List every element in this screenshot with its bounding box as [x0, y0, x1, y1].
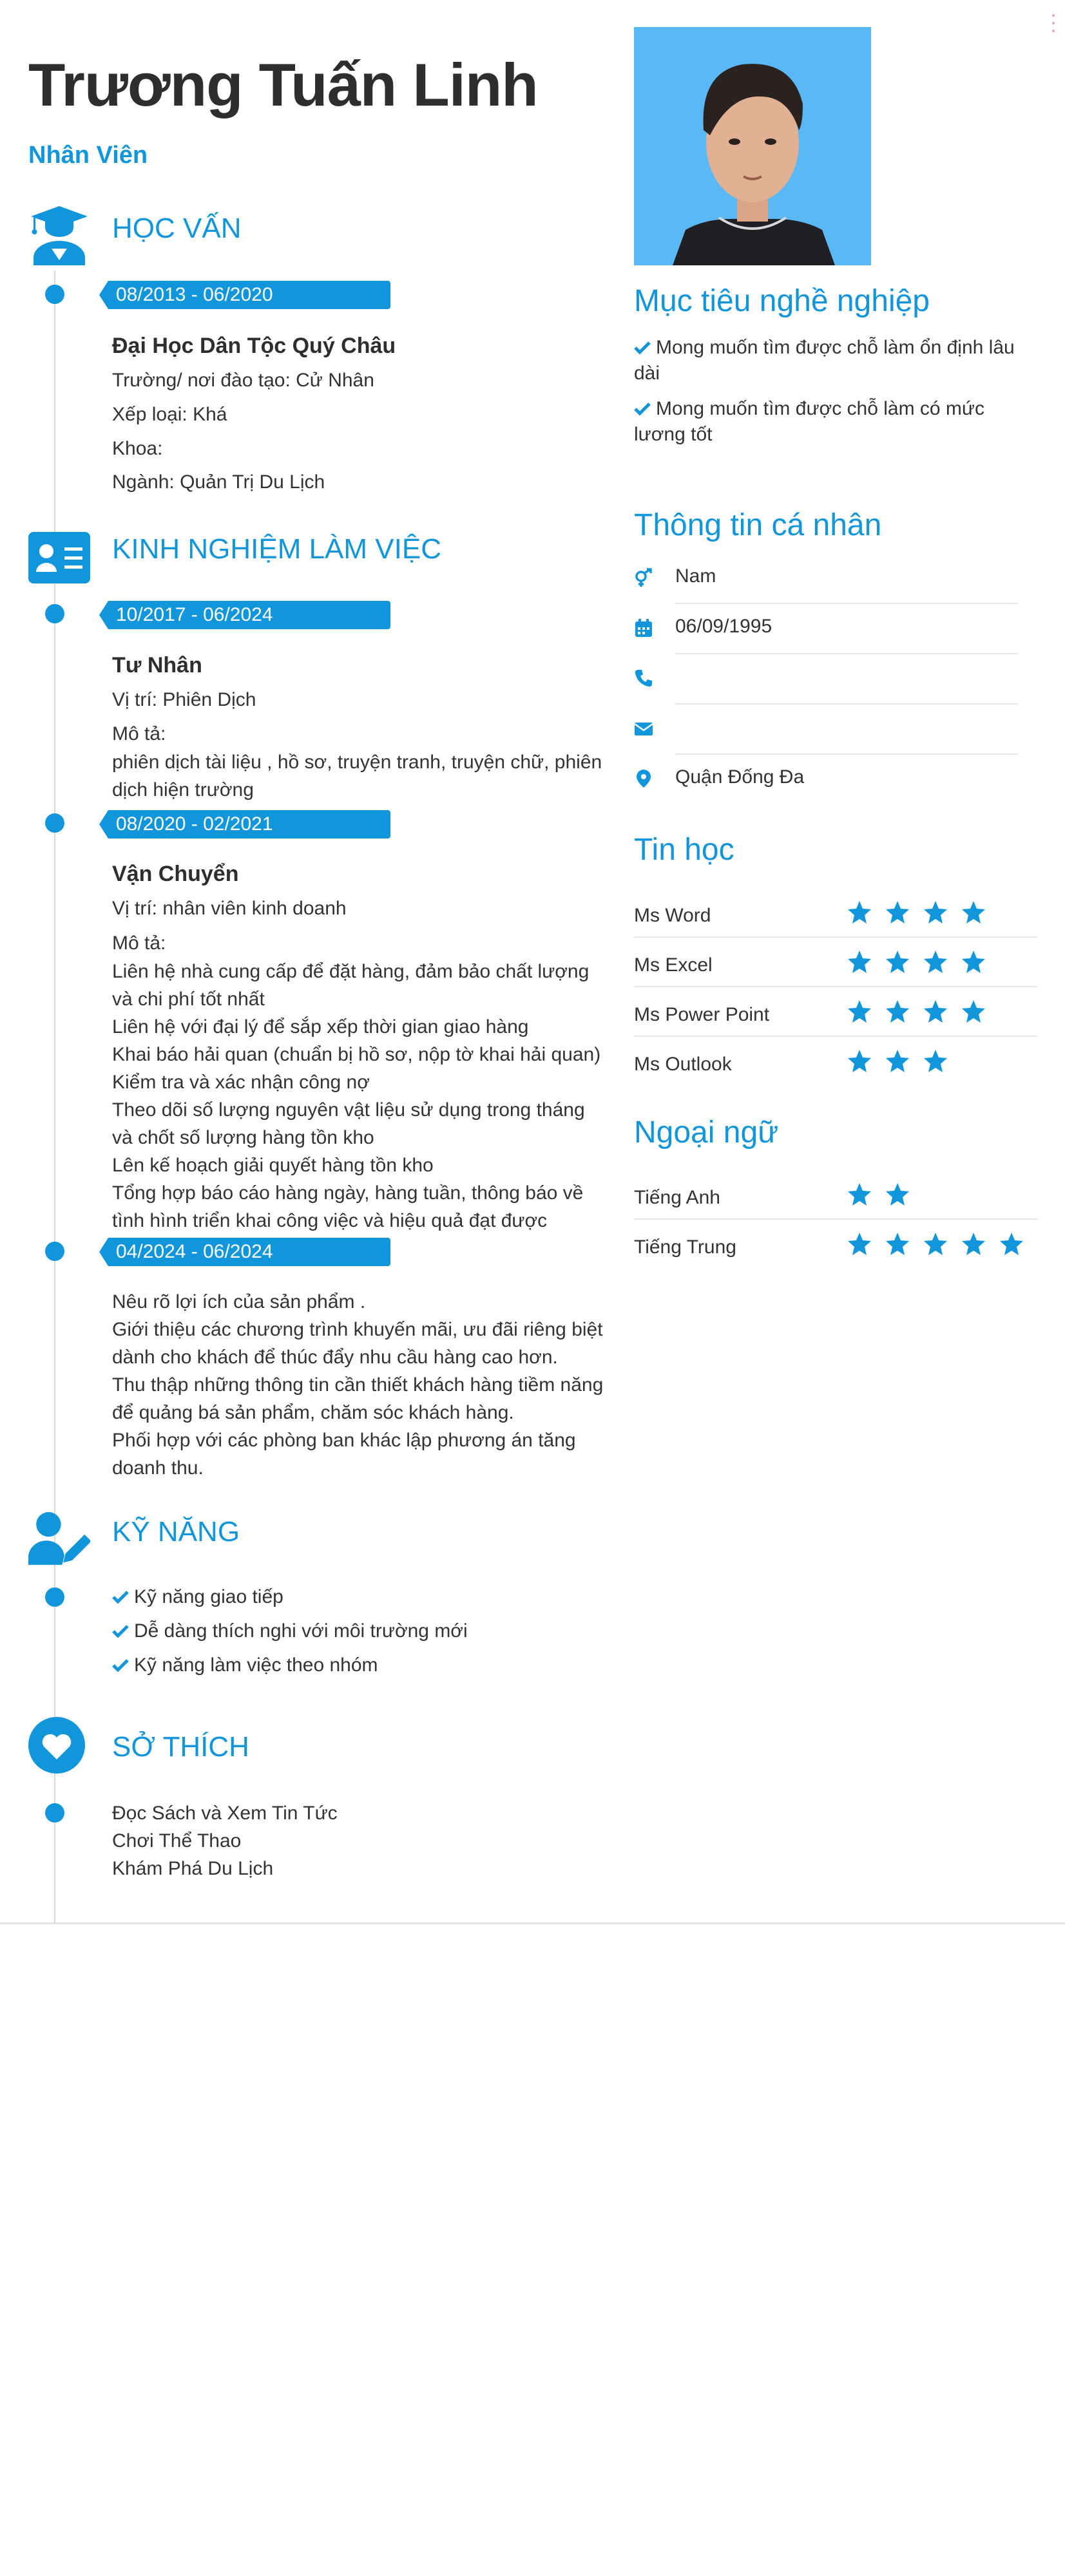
divider	[675, 753, 1018, 755]
rating-stars	[847, 1048, 961, 1074]
check-icon	[112, 1590, 129, 1604]
skills-title: KỸ NĂNG	[112, 1516, 240, 1548]
company-name: Vận Chuyển	[112, 862, 239, 886]
personal-info-title: Thông tin cá nhân	[634, 508, 882, 542]
star-icon	[885, 949, 910, 975]
job-position: Vị trí: nhân viên kinh doanh	[112, 898, 347, 919]
objective-text: Mong muốn tìm được chỗ làm ổn định lâu dài	[634, 337, 1015, 384]
address-value: Quận Đống Đa	[675, 766, 805, 788]
star-icon	[961, 949, 986, 975]
star-icon	[885, 900, 910, 925]
star-icon	[885, 1048, 910, 1074]
location-icon	[634, 769, 653, 788]
star-icon	[885, 999, 910, 1025]
email-icon	[634, 719, 653, 738]
id-card-icon	[28, 527, 90, 589]
it-skill-row	[634, 888, 1037, 938]
job-desc-label: Mô tả:	[112, 933, 166, 954]
job-desc-line: Khai báo hải quan (chuẩn bị hồ sơ, nộp tờ khai hải quan)	[112, 1044, 601, 1065]
experience-title: KINH NGHIỆM LÀM VIỆC	[112, 533, 441, 565]
star-icon	[847, 1182, 872, 1208]
job-desc-label: Mô tả:	[112, 723, 166, 744]
timeline-dot	[45, 1803, 64, 1823]
divider	[675, 603, 1018, 604]
it-skill-row	[634, 1037, 1037, 1086]
it-skill-row	[634, 938, 1037, 987]
company-name: Tư Nhân	[112, 653, 202, 677]
star-icon	[923, 900, 948, 925]
star-icon	[885, 1231, 910, 1257]
skill-item	[112, 1654, 378, 1676]
timeline-dot	[45, 604, 64, 623]
divider	[675, 653, 1018, 654]
job-desc-line: Kiểm tra và xác nhận công nợ	[112, 1072, 370, 1093]
rating-stars	[847, 1231, 1037, 1257]
job-date: 08/2020 - 02/2021	[108, 810, 390, 838]
it-skill-row-label: Ms Outlook	[634, 1054, 732, 1075]
skill-text: Kỹ năng giao tiếp	[134, 1586, 283, 1607]
heart-icon	[28, 1717, 85, 1774]
it-skill-row-label: Ms Excel	[634, 954, 713, 976]
job-desc-line: Phối hợp với các phòng ban khác lập phương án tăng doanh thu.	[112, 1430, 576, 1479]
star-icon	[847, 900, 872, 925]
job-date: 10/2017 - 06/2024	[108, 601, 390, 629]
gender-icon	[634, 568, 653, 587]
job-desc-line: Tổng hợp báo cáo hàng ngày, hàng tuần, thông báo về tình hình triển khai công việc và hiệu quả đạt được	[112, 1182, 584, 1231]
job-desc-line: Nêu rõ lợi ích của sản phẩm .	[112, 1291, 366, 1312]
star-icon	[847, 999, 872, 1025]
objective-title: Mục tiêu nghề nghiệp	[634, 284, 930, 318]
candidate-name: Trương Tuấn Linh	[28, 51, 538, 118]
gender-value: Nam	[675, 565, 716, 587]
graduate-icon	[28, 204, 90, 265]
job-desc-line: phiên dịch tài liệu , hồ sơ, truyện tranh, truyện chữ, phiên dịch hiện trường	[112, 752, 602, 800]
timeline-line	[54, 270, 55, 1922]
timeline-dot	[45, 1242, 64, 1261]
star-icon	[999, 1231, 1024, 1257]
gender-row	[634, 555, 1018, 605]
job-desc-line: Giới thiệu các chương trình khuyến mãi, ưu đãi riêng biệt dành cho khách để thúc đẩy nhu cầu hàng cao hơn.	[112, 1319, 603, 1368]
skill-item	[112, 1586, 283, 1608]
hobby-item: Đọc Sách và Xem Tin Tức	[112, 1803, 338, 1824]
calendar-icon	[634, 618, 653, 638]
it-skill-row-label: Ms Word	[634, 905, 711, 926]
skill-text: Kỹ năng làm việc theo nhóm	[134, 1654, 378, 1676]
user-edit-icon	[28, 1507, 90, 1569]
hobby-item: Chơi Thể Thao	[112, 1830, 242, 1852]
job-position: Vị trí: Phiên Dịch	[112, 689, 256, 710]
job-desc-line: Lên kế hoạch giải quyết hàng tồn kho	[112, 1155, 434, 1176]
skill-text: Dễ dàng thích nghi với môi trường mới	[134, 1620, 468, 1642]
star-icon	[961, 900, 986, 925]
job-title: Nhân Viên	[28, 142, 148, 169]
hobby-item: Khám Phá Du Lịch	[112, 1858, 274, 1879]
objective-text: Mong muốn tìm được chỗ làm có mức lương tốt	[634, 398, 984, 445]
divider	[675, 703, 1018, 705]
star-icon	[923, 1231, 948, 1257]
it-skill-row-label: Ms Power Point	[634, 1004, 770, 1025]
star-icon	[961, 1231, 986, 1257]
check-icon	[634, 402, 651, 416]
star-icon	[847, 949, 872, 975]
timeline-dot	[45, 285, 64, 304]
language-row	[634, 1220, 1037, 1269]
star-icon	[923, 949, 948, 975]
job-desc-line: Liên hệ nhà cung cấp để đặt hàng, đảm bảo chất lượng và chi phí tốt nhất	[112, 961, 590, 1010]
rating-stars	[847, 900, 999, 925]
education-line: Ngành: Quản Trị Du Lịch	[112, 471, 325, 493]
rating-stars	[847, 999, 999, 1025]
education-line: Xếp loại: Khá	[112, 404, 227, 425]
check-icon	[112, 1624, 129, 1638]
school-name: Đại Học Dân Tộc Quý Châu	[112, 334, 396, 358]
education-line: Khoa:	[112, 438, 163, 459]
birthday-value: 06/09/1995	[675, 616, 772, 637]
email-row	[634, 706, 1018, 756]
hobby-list	[112, 1799, 608, 1882]
job-description	[112, 1288, 608, 1482]
hobbies-title: SỞ THÍCH	[112, 1731, 249, 1763]
page-divider	[0, 1922, 1065, 1924]
education-line: Trường/ nơi đào tạo: Cử Nhân	[112, 370, 374, 391]
more-options-icon[interactable]	[1052, 14, 1056, 40]
language-row-label: Tiếng Trung	[634, 1236, 736, 1258]
star-icon	[961, 999, 986, 1025]
timeline-dot	[45, 1587, 64, 1607]
profile-photo	[634, 27, 871, 265]
birthday-row	[634, 605, 1018, 656]
star-icon	[923, 1048, 948, 1074]
job-description	[112, 748, 608, 804]
languages-title: Ngoại ngữ	[634, 1115, 779, 1150]
job-desc-line: Theo dõi số lượng nguyên vật liệu sử dụng trong tháng và chốt số lượng hàng tồn kho	[112, 1099, 585, 1148]
check-icon	[634, 341, 651, 355]
address-row	[634, 756, 1018, 806]
language-row	[634, 1170, 1037, 1220]
phone-icon	[634, 668, 653, 688]
phone-row	[634, 656, 1018, 706]
objective-item	[634, 396, 1040, 448]
timeline-dot	[45, 813, 64, 833]
rating-stars	[847, 1182, 923, 1208]
job-date: 04/2024 - 06/2024	[108, 1238, 390, 1266]
language-row-label: Tiếng Anh	[634, 1187, 720, 1208]
it-skills-title: Tin học	[634, 833, 734, 867]
skill-item	[112, 1620, 468, 1642]
objective-item	[634, 335, 1040, 386]
star-icon	[847, 1231, 872, 1257]
job-description	[112, 958, 608, 1235]
star-icon	[885, 1182, 910, 1208]
star-icon	[847, 1048, 872, 1074]
education-date: 08/2013 - 06/2020	[108, 281, 390, 309]
rating-stars	[847, 949, 999, 975]
star-icon	[923, 999, 948, 1025]
job-desc-line: Thu thập những thông tin cần thiết khách hàng tiềm năng để quảng bá sản phẩm, chăm sóc khách hàng.	[112, 1374, 604, 1423]
check-icon	[112, 1658, 129, 1672]
it-skill-row	[634, 987, 1037, 1037]
education-title: HỌC VẤN	[112, 213, 242, 244]
job-desc-line: Liên hệ với đại lý để sắp xếp thời gian giao hàng	[112, 1016, 529, 1037]
